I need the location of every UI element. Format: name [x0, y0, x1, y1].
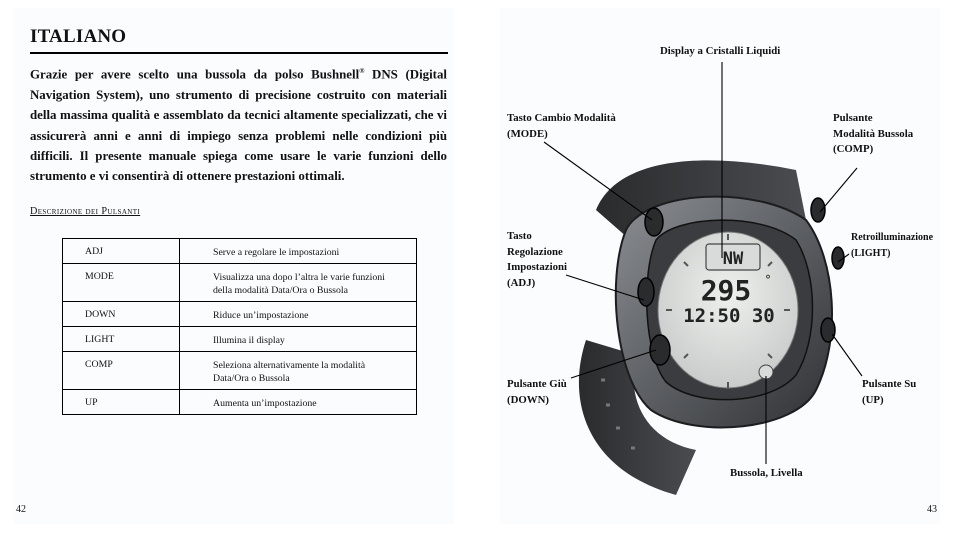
- description-line: Serve a regolare le impostazioni: [213, 247, 340, 258]
- callout-line: (MODE): [507, 127, 548, 140]
- description-line: Aumenta un’impostazione: [213, 398, 317, 409]
- callout-comp: [833, 111, 913, 158]
- callout-line: Display a Cristalli Liquidi: [660, 45, 781, 57]
- callout-line: Tasto: [507, 230, 532, 242]
- leader-line-down: [571, 350, 656, 378]
- callout-line: Regolazione: [507, 245, 563, 258]
- callout-line: Retroilluminazione: [851, 232, 934, 243]
- callout-line: (ADJ): [507, 276, 536, 289]
- description-line: Data/Ora o Bussola: [213, 373, 290, 384]
- button-key: DOWN: [63, 302, 180, 327]
- callout-line: (LIGHT): [851, 247, 891, 259]
- lcd-direction: NW: [722, 249, 744, 269]
- callout-adj: [507, 229, 567, 291]
- callout-line: (COMP): [833, 143, 874, 155]
- button-key: COMP: [63, 352, 180, 390]
- callout-line: Bussola, Livella: [730, 467, 803, 479]
- callout-line: Modalità Bussola: [833, 127, 914, 140]
- description-line: Visualizza una dopo l’altra le varie funzioni: [213, 272, 385, 283]
- callout-mode: [507, 111, 616, 142]
- page-number-right: 43: [927, 504, 937, 515]
- button-key: ADJ: [63, 239, 180, 264]
- callout-down: [507, 377, 567, 408]
- page-number-left: 42: [16, 504, 26, 515]
- lcd-degree: °: [765, 273, 771, 287]
- callout-lcd: [660, 44, 780, 60]
- section-heading: Descrizione dei Pulsanti: [30, 206, 141, 217]
- leader-line-mode: [544, 142, 652, 220]
- description-line: Riduce un’impostazione: [213, 310, 309, 321]
- callout-line: Tasto Cambio Modalità: [507, 112, 616, 124]
- description-line: Seleziona alternativamente la modalità: [213, 360, 366, 371]
- callout-line: Pulsante: [833, 112, 873, 124]
- lcd-time: 12:50 30: [683, 305, 775, 327]
- callout-line: (UP): [862, 393, 884, 406]
- page-title: ITALIANO: [30, 26, 127, 47]
- callout-line: (DOWN): [507, 393, 549, 406]
- intro-text-rest: DNS (Digital Navigation System), uno strumento di precisione costruito con materiali della massima qualità e assemblato da tecnici altamente specializzati, che vi assicurerà anni e anni di impiego senza problemi nelle condizioni più difficili. Il presente manuale spiega come usare le varie funzioni dello strumento e vi consentirà di ottenere prestazioni ottimali.: [30, 67, 448, 184]
- callout-line: Pulsante Su: [862, 378, 917, 390]
- callout-line: Impostazioni: [507, 261, 567, 273]
- description-line: della modalità Data/Ora o Bussola: [213, 285, 348, 296]
- button-key: LIGHT: [63, 327, 180, 352]
- description-line: Illumina il display: [213, 335, 285, 346]
- callout-line: Pulsante Giù: [507, 378, 567, 390]
- callout-light: [851, 230, 933, 261]
- callout-level: [730, 466, 803, 482]
- lcd-bearing: 295: [700, 274, 752, 307]
- leader-line-adj: [566, 275, 644, 300]
- registered-mark: ®: [359, 67, 365, 75]
- intro-text-start: Grazie per avere scelto una bussola da polso Bushnell: [30, 67, 360, 82]
- callout-up: [862, 377, 916, 408]
- leader-line-light: [838, 254, 849, 262]
- leader-line-comp: [820, 168, 857, 212]
- leader-line-up: [832, 334, 862, 376]
- button-key: UP: [63, 390, 180, 415]
- button-key: MODE: [63, 264, 180, 302]
